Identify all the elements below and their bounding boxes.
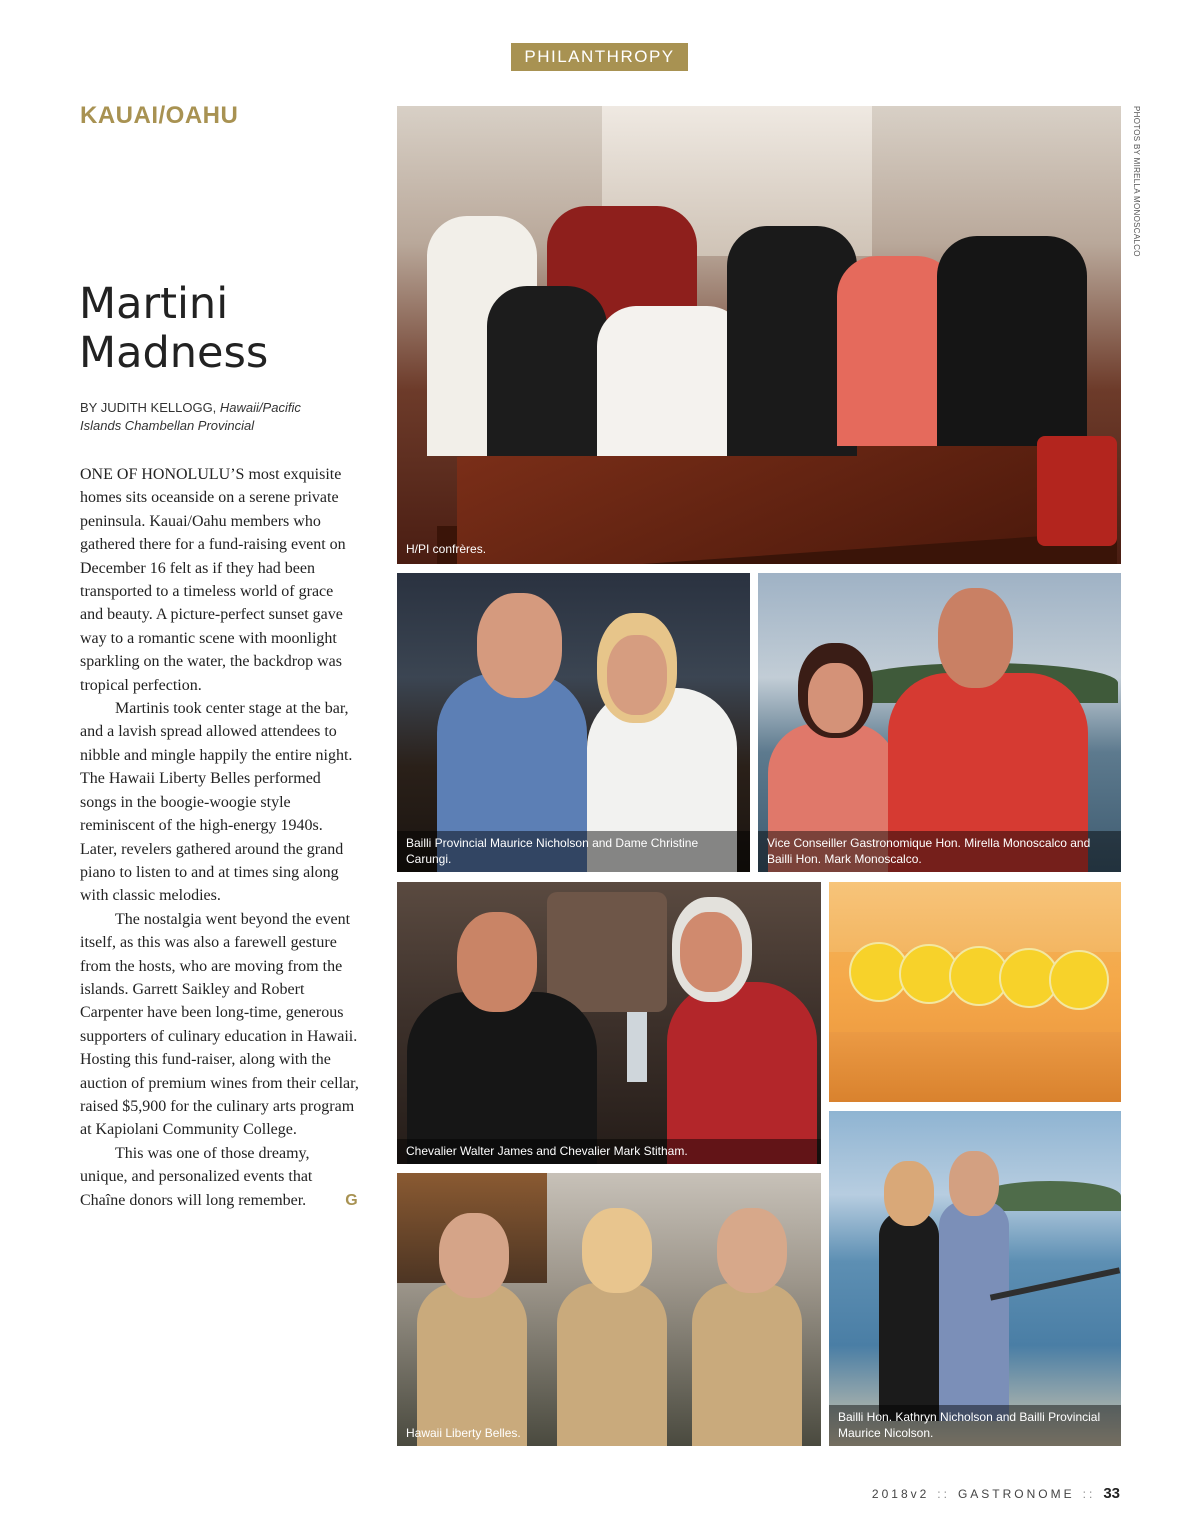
article-title <box>79 280 268 378</box>
page-footer <box>872 1485 1120 1502</box>
photo-nicholson-carungi <box>397 573 750 872</box>
caption-nicholson-carungi: Bailli Provincial Maurice Nicholson and Dame Christine Carungi. <box>397 831 750 872</box>
photo-kathryn-maurice <box>829 1111 1121 1446</box>
end-mark-icon: G <box>345 1191 358 1209</box>
photo-james-stitham <box>397 882 821 1164</box>
caption-liberty-belles: Hawaii Liberty Belles. <box>406 1426 521 1440</box>
article-body <box>80 463 360 1212</box>
footer-separator-1: :: <box>937 1487 950 1501</box>
photo-kathryn-maurice-image <box>829 1111 1121 1446</box>
photo-monoscalco-image <box>758 573 1121 872</box>
caption-monoscalco: Vice Conseiller Gastronomique Hon. Mirella Monoscalco and Bailli Hon. Mark Monoscalco. <box>758 831 1121 872</box>
footer-separator-2: :: <box>1082 1487 1096 1501</box>
photo-food-image <box>829 882 1121 1102</box>
caption-james-stitham: Chevalier Walter James and Chevalier Mark Stitham. <box>397 1139 821 1164</box>
caption-group: H/PI confrères. <box>406 542 487 556</box>
footer-issue: 2018v2 <box>871 1487 930 1501</box>
photo-monoscalco <box>758 573 1121 872</box>
photo-credit: PHOTOS BY MIRELLA MONOSCALCO <box>1132 106 1141 257</box>
photo-food <box>829 882 1121 1102</box>
photo-james-stitham-image <box>397 882 821 1164</box>
paragraph-2: Martinis took center stage at the bar, and a lavish spread allowed attendees to nibble and mingle happily the entire night. The Hawaii Liberty Belles performed songs in the boogie-woogie style reminiscent of the high-energy 1940s. Later, revelers gathered around the grand piano to listen to and at times sing along with classic melodies. <box>80 700 353 905</box>
paragraph-4-text: This was one of those dreamy, unique, and personalized events that Chaîne donors will long remember. <box>80 1144 313 1209</box>
caption-kathryn-maurice: Bailli Hon. Kathryn Nicholson and Bailli Provincial Maurice Nicolson. <box>829 1405 1121 1446</box>
footer-magazine: GASTRONOME <box>957 1487 1075 1501</box>
photo-group <box>397 106 1121 564</box>
byline-author: BY JUDITH KELLOGG, <box>80 400 217 415</box>
byline-affiliation: Hawaii/Pacific Islands Chambellan Provincial <box>80 400 301 433</box>
section-tag: PHILANTHROPY <box>511 43 688 71</box>
region-heading: KAUAI/OAHU <box>80 102 239 129</box>
photo-nicholson-carungi-image <box>397 573 750 872</box>
paragraph-4 <box>80 1142 360 1212</box>
title-line-1: Martini <box>79 279 229 329</box>
photo-liberty-belles-image <box>397 1173 821 1446</box>
byline <box>80 399 340 435</box>
photo-liberty-belles <box>397 1173 821 1446</box>
title-line-2: Madness <box>79 328 269 378</box>
photo-group-image <box>397 106 1121 564</box>
paragraph-1: ONE OF HONOLULU’S most exquisite homes sits oceanside on a serene private peninsula. Kauai/Oahu members who gathered there for a fund-raising event on December 16 felt as if they had been transported to a timeless world of grace and beauty. A picture-perfect sunset gave way to a romantic scene with moonlight sparkling on the water, the backdrop was tropical perfection. <box>80 466 346 694</box>
page-number: 33 <box>1103 1485 1120 1502</box>
paragraph-3: The nostalgia went beyond the event itself, as this was also a farewell gesture from the hosts, who are moving from the islands. Garrett Saikley and Robert Carpenter have been long-time, generous supporters of culinary education in Hawaii. Hosting this fund-raiser, along with the auction of premium wines from their cellar, raised $5,900 for the culinary arts program at Kapiolani Community College. <box>80 910 359 1139</box>
